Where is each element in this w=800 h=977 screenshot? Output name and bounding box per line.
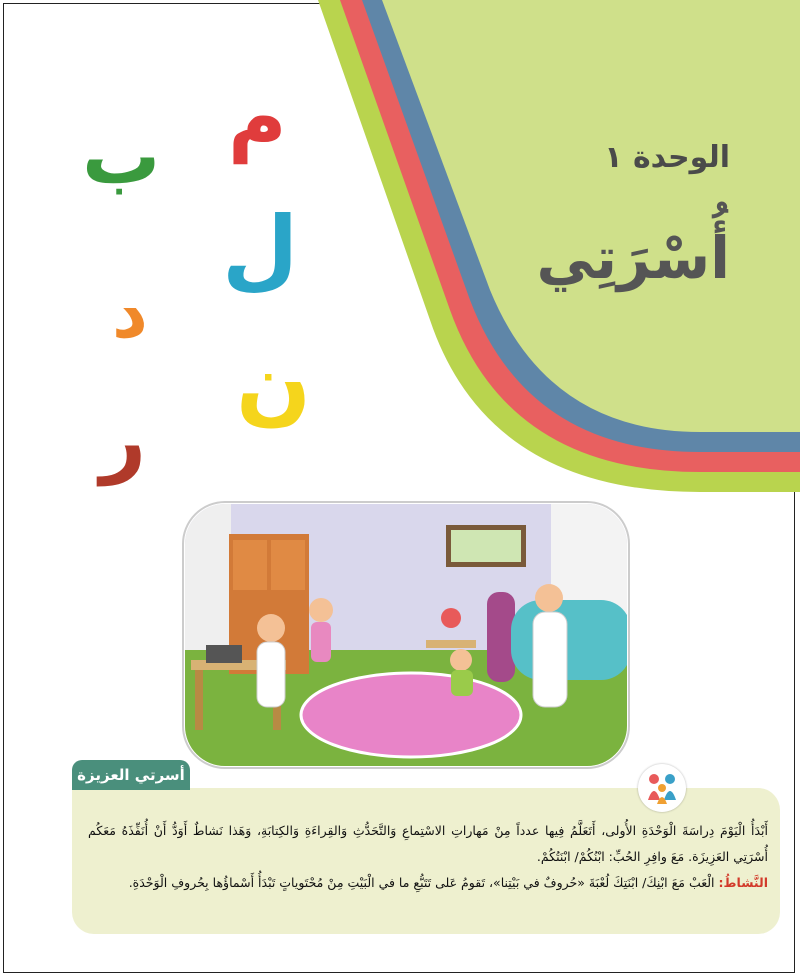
letter-ba: ب xyxy=(82,112,161,202)
letter-nun: ن xyxy=(236,332,312,435)
letter-mim: م xyxy=(228,71,287,164)
family-illustration xyxy=(181,500,631,770)
activity-paragraph xyxy=(88,870,768,896)
intro-paragraph: أَبْدَأُ الْيَوْمَ دِراسَةَ الْوَحْدَةِ الأُولى، أَتَعَلَّمُ فِيها عدداً مِنْ مَهاراتِ الاسْتِماعِ وَالتَّحَدُّثِ وَالقِراءَةِ وَالكِتابَةِ، وَهَذا نَشاطٌ أَوَدُّ أَنْ أُنَفِّذَهُ مَعَكُم أُسْرَتِي العَزِيزَة. مَعَ وافِرِ الحُبِّ: ابْنُكُمْ/ ابْنَتُكُمْ. xyxy=(88,823,768,864)
intro-box-tab: أسرتي العزيزة xyxy=(72,760,190,790)
letter-lam: ل xyxy=(222,197,299,300)
unit-title: أُسْرَتِي xyxy=(536,224,730,292)
unit-number-label: الوحدة ١ xyxy=(604,140,730,175)
activity-text: الْعَبْ مَعَ ابْنِكَ/ ابْنَتِكَ لُعْبَةَ «حُروفٌ في بَيْتِنا»، تَقومُ عَلى تَتَبُّعِ ما في الْبَيْتِ مِنْ مُحْتَوياتٍ تَبْدَأُ أَسْماؤُها بِحُروفِ الْوَحْدَةِ. xyxy=(128,875,719,890)
family-icon xyxy=(638,764,686,812)
activity-label: النَّشاطُ: xyxy=(718,875,768,890)
intro-text xyxy=(88,818,768,896)
letter-dal: د xyxy=(112,272,148,354)
letter-ra: ر xyxy=(100,393,147,486)
